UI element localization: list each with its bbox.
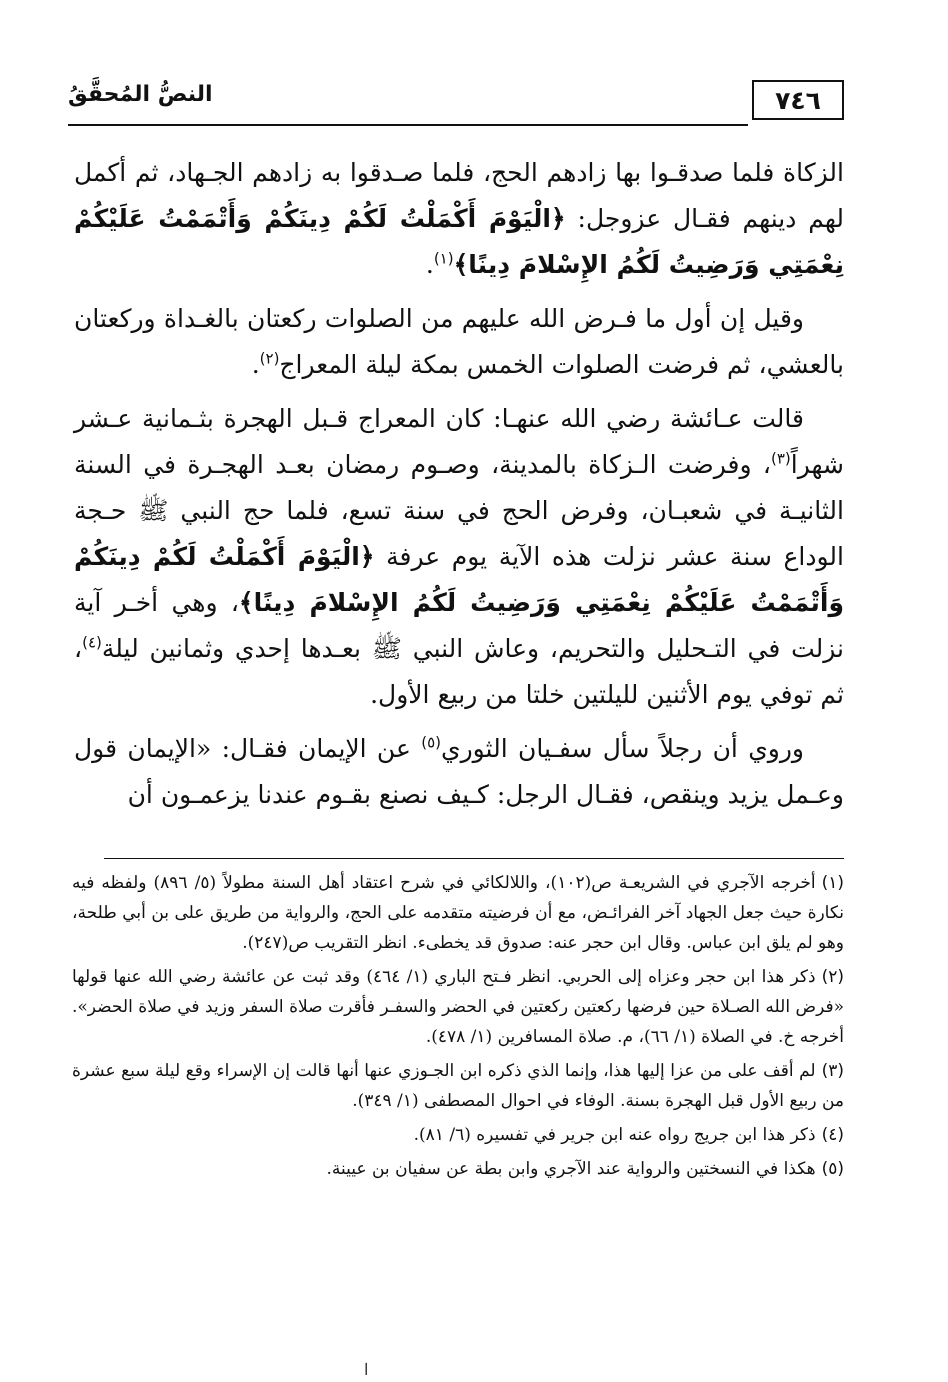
footnote-4 xyxy=(72,1120,844,1150)
header-rule xyxy=(68,124,748,126)
paragraph-1 xyxy=(74,150,844,288)
footnote-5 xyxy=(72,1154,844,1184)
page-number: ٧٤٦ xyxy=(752,80,844,120)
running-title: النصُّ المُحقَّقُ xyxy=(68,82,213,107)
footnote-3 xyxy=(72,1056,844,1116)
footnote-separator xyxy=(104,858,844,859)
paragraph-1-text-b: . xyxy=(425,250,434,279)
footnote-number: (٥) xyxy=(821,1159,844,1179)
footnote-ref-1: (١) xyxy=(433,249,454,268)
footnote-2 xyxy=(72,962,844,1052)
footnote-number: (٤) xyxy=(821,1125,844,1145)
footnote-text: ذكر هذا ابن جريج رواه عنه ابن جرير في تفسيره (٦/ ٨١). xyxy=(413,1125,816,1145)
footnote-ref-2: (٢) xyxy=(259,349,280,368)
footnote-number: (٣) xyxy=(821,1061,844,1081)
footnote-1 xyxy=(72,868,844,958)
footnote-text: هكذا في النسختين والرواية عند الآجري وابن بطة عن سفيان بن عيينة. xyxy=(326,1159,816,1179)
footnote-text: أخرجه الآجري في الشريعـة ص(١٠٢)، واللالكائي في شرح اعتقاد أهل السنة مطولاً (٥/ ٨٩٦) ولفظه فيه نكارة حيث جعل الجهاد آخر الفرائـض، مع أن فرضيته متقدمه على الحج، والرواية من طريق على بن أبي طلحة، وهو لم يلق ابن عباس. وقال ابن حجر عنه: صدوق قد يخطىء. انظر التقريب ص(٢٤٧). xyxy=(72,873,844,953)
paragraph-1-text-a: الزكاة فلما صدقـوا بها زادهم الحج، فلما صـدقوا به زادهم الجـهاد، ثم أكمل لهم دينهم فقـال عزوجل: xyxy=(74,158,844,233)
paragraph-3-text-c: ، وهي أخـر آية نزلت في التـحليل والتحريم، وعاش النبي ﷺ بعـدها إحدي وثمانين ليلة xyxy=(74,588,844,663)
footnote-text: لم أقف على من عزا إليها هذا، وإنما الذي ذكره ابن الجـوزي عنها أنها قالت إن الإسراء وقع ليلة سبع عشرة من ربيع الأول قبل الهجرة بسنة. الوفاء في احوال المصطفى (١/ ٣٤٩). xyxy=(72,1061,844,1111)
paragraph-2-text-b: . xyxy=(251,350,260,379)
paragraph-3-text-a: قالت عـائشة رضي الله عنهـا: كان المعراج قـبل الهجرة بثـمانية عـشر شهراً xyxy=(74,404,844,479)
paragraph-4-text-a: وروي أن رجلاً سأل سفـيان الثوري xyxy=(441,734,804,763)
page-header xyxy=(68,68,844,130)
footnotes xyxy=(72,868,844,1188)
quran-verse: ﴿الْيَوْمَ أَكْمَلْتُ لَكُمْ دِينَكُمْ وَأَتْمَمْتُ عَلَيْكُمْ نِعْمَتِي وَرَضِيتُ لَكُمُ الإِسْلامَ دِينًا﴾ xyxy=(74,542,845,617)
paragraph-3-text-d: ، ثم توفي يوم الأثنين لليلتين خلتا من ربيع الأول. xyxy=(74,634,844,709)
paragraph-4 xyxy=(74,726,844,818)
quran-verse: ﴿الْيَوْمَ أَكْمَلْتُ لَكُمْ دِينَكُمْ وَأَتْمَمْتُ عَلَيْكُمْ نِعْمَتِي وَرَضِيتُ لَكُمُ الإِسْلامَ دِينًا﴾ xyxy=(74,204,844,279)
paragraph-3 xyxy=(74,396,844,718)
main-text xyxy=(74,150,844,826)
footnote-number: (١) xyxy=(821,873,845,893)
paragraph-2 xyxy=(74,296,844,388)
footnote-number: (٢) xyxy=(821,967,844,987)
footnote-ref-4: (٤) xyxy=(82,633,102,652)
bottom-mark: ا xyxy=(364,1360,369,1379)
paragraph-3-text-b: ، وفرضت الـزكاة بالمدينة، وصـوم رمضان بعـد الهجـرة في السنة الثانيـة في شعبـان، وفرض الحج في سنة تسع، فلما حج النبي ﷺ حـجة الوداع سنة عشر نزلت هذه الآية يوم عرفة xyxy=(74,450,844,571)
paragraph-2-text-a: وقيل إن أول ما فـرض الله عليهم من الصلوات ركعتان بالغـداة وركعتان بالعشي، ثم فرضت الصلوات الخمس بمكة ليلة المعراج xyxy=(74,304,844,379)
footnote-ref-3: (٣) xyxy=(771,449,791,468)
paragraph-4-text-b: عن الإيمان فقـال: «الإيمان قول وعـمل يزيد وينقص، فقـال الرجل: كـيف نصنع بقـوم عندنا يزعمـون أن xyxy=(74,734,844,809)
footnote-text: ذكر هذا ابن حجر وعزاه إلى الحربي. انظر فـتح الباري (١/ ٤٦٤) وقد ثبت عن عائشة رضي الله عنها قولها «فرض الله الصـلاة حين فرضها ركعتين ركعتين في الحضر والسفـر فأقرت صلاة السفر وزيد في صلاة الحضر». أخرجه خ. في الصلاة (١/ ٦٦)، م. صلاة المسافرين (١/ ٤٧٨). xyxy=(72,967,844,1047)
footnote-ref-5: (٥) xyxy=(421,733,441,752)
